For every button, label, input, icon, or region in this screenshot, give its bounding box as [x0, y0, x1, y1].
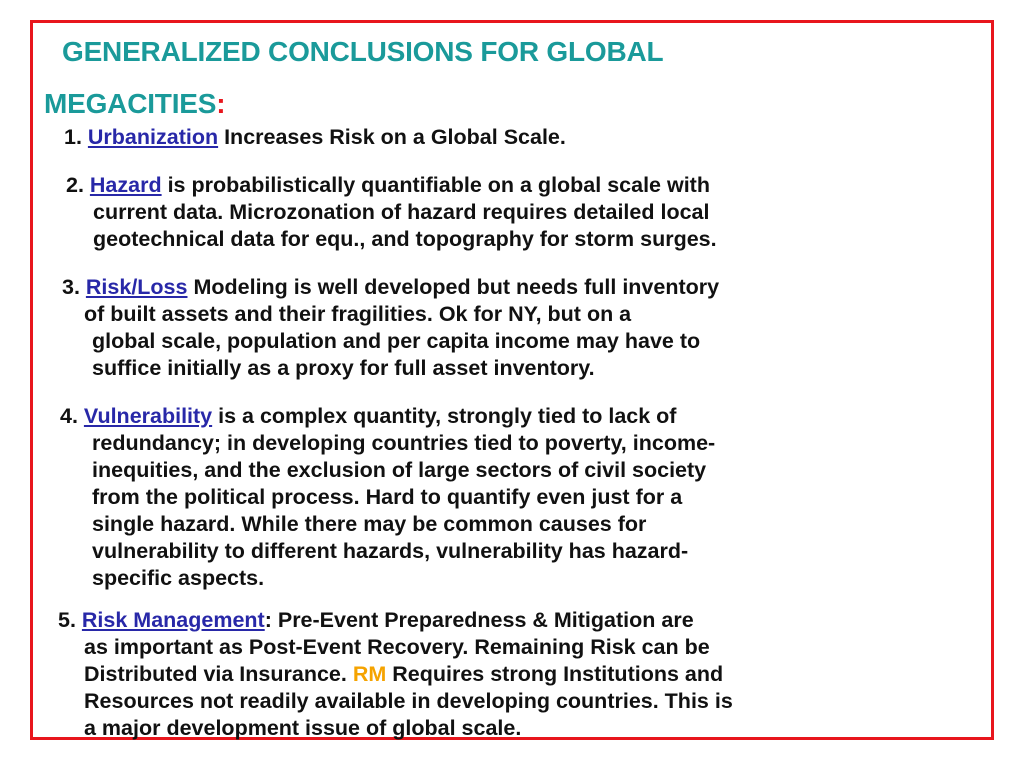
- item-2-line-3: geotechnical data for equ., and topography for storm surges.: [93, 227, 717, 251]
- item-1-text: Increases Risk on a Global Scale.: [218, 125, 566, 149]
- keyword-risk-loss[interactable]: Risk/Loss: [85, 275, 188, 299]
- item-4-text-1: is a complex quantity, strongly tied to lack of: [212, 404, 677, 428]
- item-3-line-3: global scale, population and per capita income may have to: [92, 329, 701, 353]
- item-2-text-2a: current data.: [93, 200, 230, 224]
- item-3-number: 3.: [62, 275, 86, 299]
- item-5-line-5: a major development issue of global scale.: [84, 716, 522, 740]
- item-5-line-1: [58, 607, 733, 634]
- slide-title: [44, 26, 944, 130]
- item-4-number: 4.: [60, 404, 84, 428]
- title-colon: :: [216, 88, 226, 119]
- item-5-text-3a: Distributed via Insurance.: [84, 662, 353, 686]
- item-1-number: 1.: [64, 125, 88, 149]
- title-megacities: MEGACITIES: [44, 88, 217, 119]
- keyword-risk-management[interactable]: Risk Management: [81, 608, 265, 632]
- item-2-line-2: [66, 199, 717, 226]
- item-2-text-2b: of hazard requires detailed local: [374, 200, 710, 224]
- item-3-text-1: Modeling is well developed but needs full inventory: [187, 275, 720, 299]
- keyword-urbanization[interactable]: Urbanization: [87, 125, 219, 149]
- keyword-hazard[interactable]: Hazard: [89, 173, 162, 197]
- item-5-text-1: : Pre-Event Preparedness & Mitigation are: [264, 608, 694, 632]
- conclusion-item-5: [58, 607, 733, 742]
- item-3-line-2: of built assets and their fragilities. Ok for NY, but on a: [84, 302, 632, 326]
- item-5-line-4: Resources not readily available in developing countries. This is: [84, 689, 733, 713]
- item-4-line-4: from the political process. Hard to quantify even just for a: [92, 485, 683, 509]
- item-1-line-1: [64, 124, 566, 151]
- conclusion-item-1: [64, 124, 566, 151]
- item-5-line-2: as important as Post-Event Recovery. Remaining Risk can be: [84, 635, 710, 659]
- item-2-line-1: [66, 172, 717, 199]
- item-4-line-5: single hazard. While there may be common causes for: [92, 512, 647, 536]
- rm-abbreviation: RM: [352, 662, 387, 686]
- item-2-text-1: is probabilistically quantifiable on a global scale with: [161, 173, 710, 197]
- item-3-line-1: [62, 274, 719, 301]
- title-line-1: GENERALIZED CONCLUSIONS FOR GLOBAL: [62, 36, 664, 67]
- title-line-2: [44, 78, 944, 130]
- item-5-line-3: [58, 661, 733, 688]
- keyword-vulnerability[interactable]: Vulnerability: [83, 404, 213, 428]
- conclusion-item-2: [66, 172, 717, 253]
- conclusion-item-3: [62, 274, 719, 382]
- item-5-text-3b: Requires strong Institutions and: [386, 662, 724, 686]
- item-4-line-2: redundancy; in developing countries tied to poverty, income-: [92, 431, 716, 455]
- item-2-number: 2.: [66, 173, 90, 197]
- item-4-line-3: inequities, and the exclusion of large sectors of civil society: [92, 458, 707, 482]
- item-4-line-7: specific aspects.: [92, 566, 265, 590]
- item-4-line-6: vulnerability to different hazards, vulnerability has hazard-: [92, 539, 689, 563]
- item-4-line-1: [60, 403, 715, 430]
- item-5-number: 5.: [58, 608, 82, 632]
- item-3-line-4: suffice initially as a proxy for full asset inventory.: [92, 356, 595, 380]
- term-microzonation: Microzonation: [229, 200, 375, 224]
- conclusion-item-4: [60, 403, 715, 592]
